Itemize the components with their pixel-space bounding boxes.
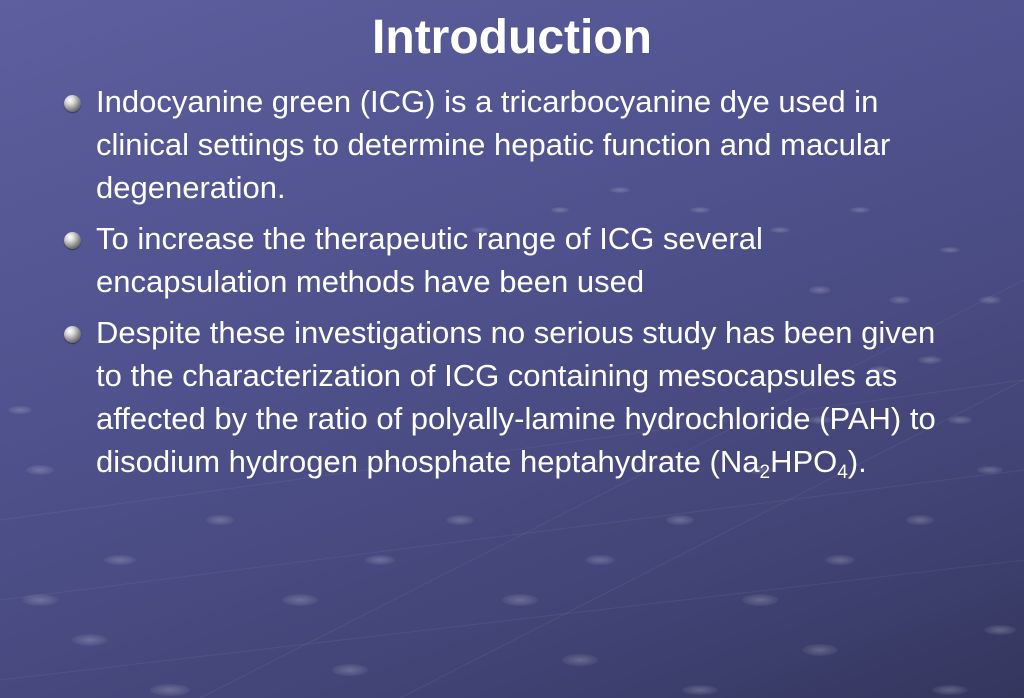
bullet-text-3-part-a: Despite these investigations no serious study has been given to the characterization of ICG containing mesocapsules as affected by the ratio of polyally-lamine hydrochloride (PAH) to disodium hydrogen phosphate heptahydrate (Na [96,315,936,479]
bullet-item-1 [62,80,962,209]
bullet-text-2: To increase the therapeutic range of ICG several encapsulation methods have been used [96,221,763,299]
bullet-text-3-part-c: ). [847,444,867,479]
bullet-item-3 [62,311,962,483]
sphere-bullet-icon [64,95,81,112]
bullet-list [62,80,962,491]
subscript-4: 4 [837,462,848,483]
slide-title: Introduction [372,11,652,64]
bullet-text-1: Indocyanine green (ICG) is a tricarbocyanine dye used in clinical settings to determine hepatic function and macular degeneration. [96,84,891,205]
bullet-text-3 [96,315,936,483]
bullet-item-2 [62,217,962,303]
sphere-bullet-icon [64,232,81,249]
bullet-text-3-part-b: HPO [770,444,838,479]
sphere-bullet-icon [64,326,81,343]
subscript-2: 2 [759,462,771,483]
